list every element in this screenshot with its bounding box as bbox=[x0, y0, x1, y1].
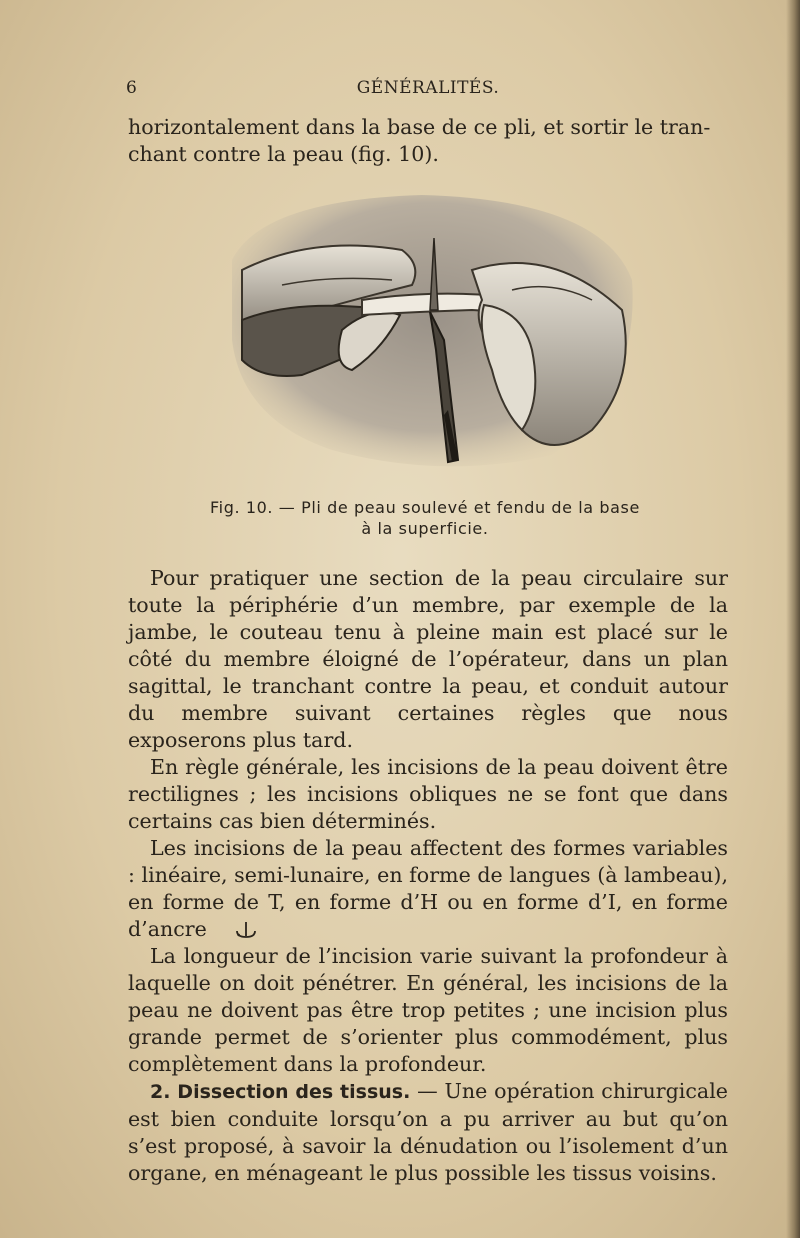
incision-forms-end: . bbox=[235, 917, 242, 941]
paragraph-incision-forms bbox=[128, 835, 728, 943]
dissection-text: — Une opération chirurgicale est bien conduite lorsqu’on a pu arriver au but qu’on s’est proposé, à savoir la dénudation ou l’isolement d’un organe, en ménageant le plus possible les tissus voisins. bbox=[128, 1079, 728, 1185]
figure-caption bbox=[180, 497, 670, 539]
paragraph-incision-length: La longueur de l’incision varie suivant la profondeur à laquelle on doit pénétrer. En général, les incisions de la peau ne doivent pas être trop petites ; une incision plus grande permet de s’orienter plus commodément, plus complètement dans la profondeur. bbox=[128, 944, 728, 1076]
caption-line: à la superficie. bbox=[361, 519, 489, 538]
section-title: GÉNÉRALITÉS. bbox=[356, 78, 500, 98]
paragraph-circular-section: Pour pratiquer une section de la peau circulaire sur toute la périphérie d’un membre, par exemple de la jambe, le couteau tenu à pleine main est placé sur le côté du membre éloigné de l’opérateur, dans un plan sagittal, le tranchant contre la peau, et conduit autour du membre suivant certaines règles que nous exposerons plus tard. bbox=[128, 566, 728, 752]
anchor-symbol-icon bbox=[213, 919, 235, 937]
paragraph-rectilinear: En règle générale, les incisions de la peau doivent être rectilignes ; les incisions obliques ne se font que dans certains cas bien déterminés. bbox=[128, 755, 728, 833]
section-heading-dissection: 2. Dissection des tissus. bbox=[150, 1081, 411, 1103]
page-edge-shadow bbox=[786, 0, 800, 1238]
page-number: 6 bbox=[126, 78, 138, 98]
incision-forms-text: Les incisions de la peau affectent des formes variables : linéaire, semi-lunaire, en forme de langues (à lambeau), en forme de T, en forme d’H ou en forme d’I, en forme d’ancre bbox=[128, 836, 728, 941]
caption-line: Fig. 10. — Pli de peau soulevé et fendu de la base bbox=[210, 498, 640, 517]
running-header bbox=[126, 78, 730, 102]
continued-paragraph bbox=[128, 114, 728, 168]
text-line: horizontalement dans la base de ce pli, et sortir le tran- bbox=[128, 115, 711, 139]
body-text bbox=[128, 565, 728, 1187]
figure-illustration bbox=[222, 190, 642, 480]
hands-scalpel-illustration bbox=[222, 190, 642, 480]
text-line: chant contre la peau (fig. 10). bbox=[128, 142, 439, 166]
paragraph-dissection bbox=[128, 1078, 728, 1187]
